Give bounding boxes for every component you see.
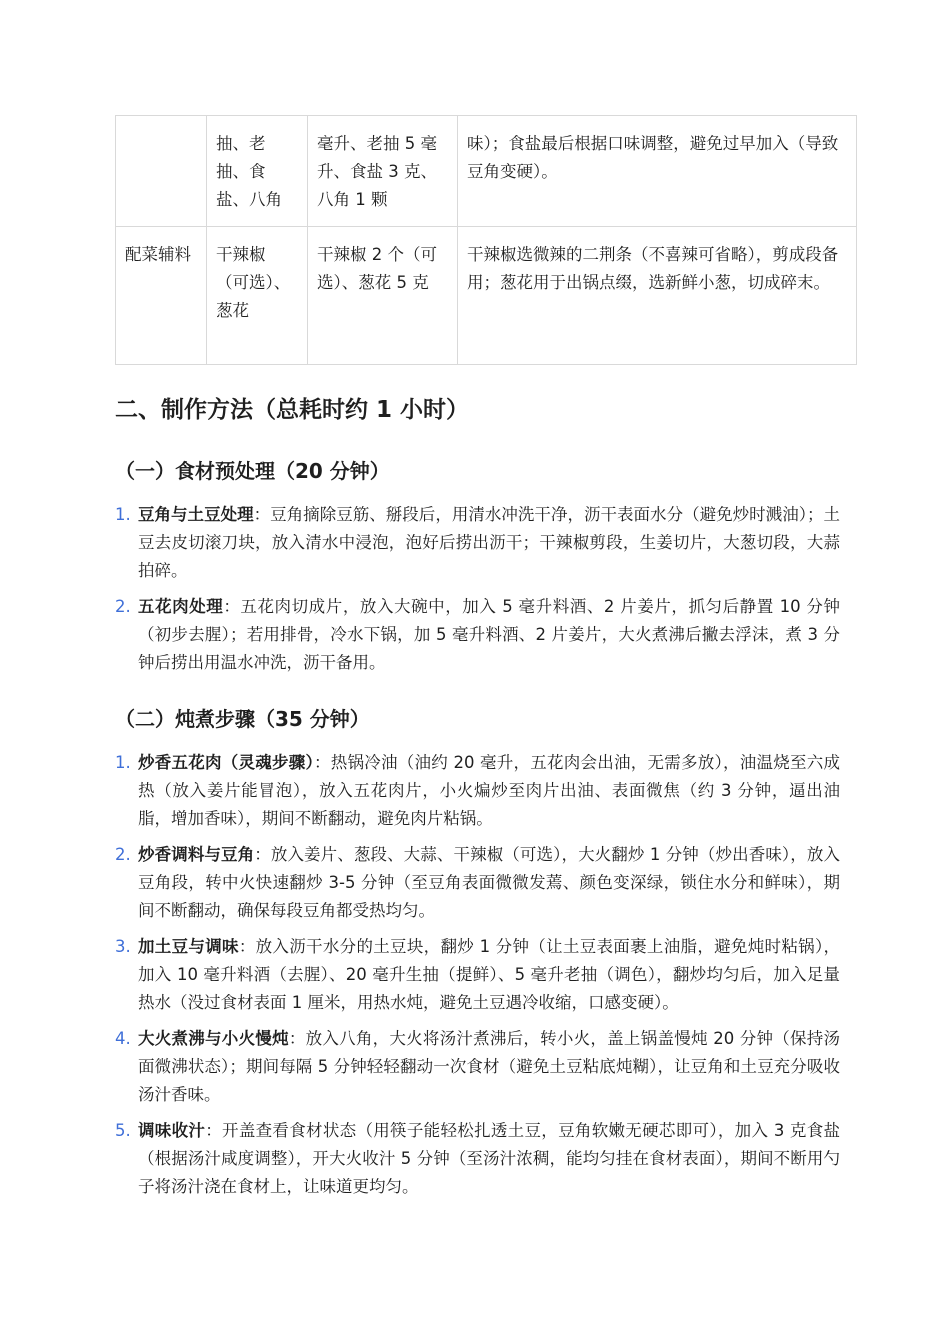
- step-text: ：开盖查看食材状态（用筷子能轻松扎透土豆，豆角软嫩无硬芯即可），加入 3 克食盐（根据汤汁咸度调整），开大火收汁 5 分钟（至汤汁浓稠，能均匀挂在食材表面），期间不断用勺子将汤汁浇在食材上，让味道更均匀。: [138, 1121, 840, 1196]
- table-cell-category: 配菜辅料: [116, 227, 207, 365]
- step-title: 大火煮沸与小火慢炖: [138, 1029, 289, 1048]
- list-item: [115, 1025, 840, 1109]
- step-number: 2.: [115, 845, 131, 864]
- list-item: [115, 749, 840, 833]
- step-text: ：放入沥干水分的土豆块，翻炒 1 分钟（让土豆表面裹上油脂，避免炖时粘锅），加入 10 毫升料酒（去腥）、20 毫升生抽（提鲜）、5 毫升老抽（调色），翻炒均匀后，加入足量热水（没过食材表面 1 厘米，用热水炖，避免土豆遇冷收缩，口感变硬）。: [138, 937, 840, 1012]
- subsection-heading-stew: （二）炖煮步骤（35 分钟）: [115, 707, 370, 731]
- step-title: 炒香调料与豆角: [138, 845, 255, 864]
- table-cell-notes: 味）；食盐最后根据口味调整，避免过早加入（导致豆角变硬）。: [458, 116, 857, 227]
- prep-steps-list: [115, 501, 840, 685]
- step-title: 调味收汁: [138, 1121, 206, 1140]
- table-cell-category: [116, 116, 207, 227]
- step-title: 五花肉处理: [138, 597, 224, 616]
- table-row: [116, 227, 857, 365]
- list-item: [115, 501, 840, 585]
- list-item: [115, 933, 840, 1017]
- step-title: 炒香五花肉（灵魂步骤）: [138, 753, 314, 772]
- step-text: ：热锅冷油（油约 20 毫升，五花肉会出油，无需多放），油温烧至六成热（放入姜片能冒泡），放入五花肉片，小火煸炒至肉片出油、表面微焦（约 3 分钟，逼出油脂，增加香味），期间不断翻动，避免肉片粘锅。: [138, 753, 840, 828]
- table-cell-name: 干辣椒（可选）、葱花: [207, 227, 308, 365]
- list-item: [115, 841, 840, 925]
- step-number: 5.: [115, 1121, 131, 1140]
- step-text: ：放入姜片、葱段、大蒜、干辣椒（可选），大火翻炒 1 分钟（炒出香味），放入豆角段，转中火快速翻炒 3-5 分钟（至豆角表面微微发蔫、颜色变深绿，锁住水分和鲜味），期间不断翻动，确保每段豆角都受热均匀。: [138, 845, 840, 920]
- step-title: 加土豆与调味: [138, 937, 239, 956]
- section-heading: 二、制作方法（总耗时约 1 小时）: [115, 397, 470, 423]
- step-number: 4.: [115, 1029, 131, 1048]
- step-title: 豆角与土豆处理: [138, 505, 254, 524]
- table-cell-name: 抽、老抽、食盐、八角: [207, 116, 308, 227]
- step-text: ：放入八角，大火将汤汁煮沸后，转小火，盖上锅盖慢炖 20 分钟（保持汤面微沸状态）；期间每隔 5 分钟轻轻翻动一次食材（避免土豆粘底炖糊），让豆角和土豆充分吸收汤汁香味。: [138, 1029, 840, 1104]
- step-text: ：五花肉切成片，放入大碗中，加入 5 毫升料酒、2 片姜片，抓匀后静置 10 分钟（初步去腥）；若用排骨，冷水下锅，加 5 毫升料酒、2 片姜片，大火煮沸后撇去浮沫，煮 3 分钟后捞出用温水冲洗，沥干备用。: [138, 597, 841, 672]
- stew-steps-list: [115, 749, 840, 1209]
- table-cell-notes: 干辣椒选微辣的二荆条（不喜辣可省略），剪成段备用；葱花用于出锅点缀，选新鲜小葱，切成碎末。: [458, 227, 857, 365]
- step-number: 1.: [115, 505, 131, 524]
- step-number: 2.: [115, 597, 131, 616]
- ingredients-table: [115, 115, 857, 365]
- table-row: [116, 116, 857, 227]
- list-item: [115, 593, 840, 677]
- step-text: ：豆角摘除豆筋、掰段后，用清水冲洗干净，沥干表面水分（避免炒时溅油）；土豆去皮切滚刀块，放入清水中浸泡，泡好后捞出沥干；干辣椒剪段，生姜切片，大葱切段，大蒜拍碎。: [138, 505, 840, 580]
- table-cell-amount: 干辣椒 2 个（可选）、葱花 5 克: [308, 227, 458, 365]
- step-number: 3.: [115, 937, 131, 956]
- list-item: [115, 1117, 840, 1201]
- subsection-heading-prep: （一）食材预处理（20 分钟）: [115, 459, 390, 483]
- step-number: 1.: [115, 753, 131, 772]
- table-cell-amount: 毫升、老抽 5 毫升、食盐 3 克、八角 1 颗: [308, 116, 458, 227]
